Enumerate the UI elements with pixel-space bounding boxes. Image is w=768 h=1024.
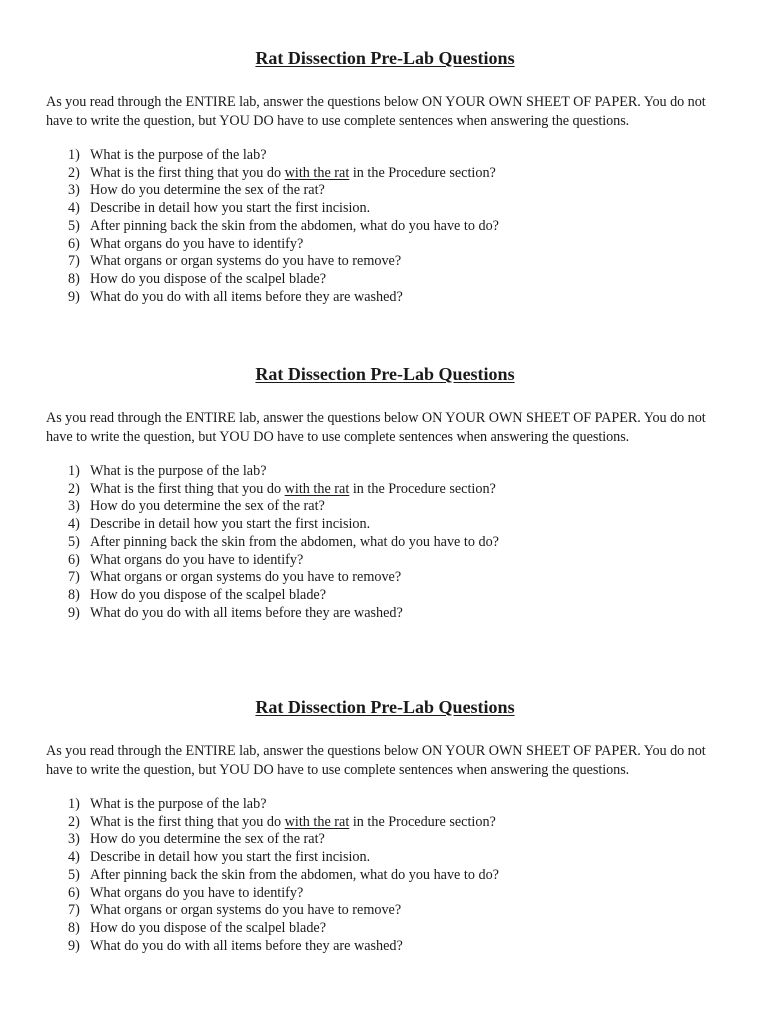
question-number: 7) <box>68 902 80 919</box>
question-number: 2) <box>68 164 80 181</box>
question-text-post: in the Procedure section? <box>349 480 496 497</box>
section-title: Rat Dissection Pre-Lab Questions <box>255 364 515 384</box>
question-text: What organs do you have to identify? <box>90 884 304 901</box>
question-item <box>46 165 499 183</box>
question-text: How do you dispose of the scalpel blade? <box>90 919 327 936</box>
prelab-section-2 <box>0 362 768 621</box>
question-text: How do you determine the sex of the rat? <box>90 831 325 848</box>
question-text: What do you do with all items before they are washed? <box>90 937 403 954</box>
question-item <box>46 481 499 499</box>
question-number: 3) <box>68 498 80 515</box>
question-number: 9) <box>68 937 80 954</box>
question-number: 3) <box>68 182 80 199</box>
question-text: Describe in detail how you start the first incision. <box>90 849 371 866</box>
question-item <box>46 569 499 587</box>
question-text: Describe in detail how you start the first incision. <box>90 516 371 533</box>
question-number: 6) <box>68 551 80 568</box>
question-number: 8) <box>68 919 80 936</box>
question-number: 1) <box>68 796 80 812</box>
question-item <box>46 814 499 832</box>
question-item <box>46 463 499 481</box>
question-text: What is the purpose of the lab? <box>90 796 267 812</box>
question-number: 3) <box>68 831 80 848</box>
question-item <box>46 271 499 289</box>
question-item <box>46 920 499 938</box>
question-text-post: in the Procedure section? <box>349 164 496 181</box>
question-item <box>46 605 499 623</box>
question-number: 8) <box>68 586 80 603</box>
question-number: 2) <box>68 480 80 497</box>
question-text: What organs or organ systems do you have to remove? <box>90 902 402 919</box>
question-item <box>46 516 499 534</box>
question-item <box>46 552 499 570</box>
question-item <box>46 587 499 605</box>
question-number: 6) <box>68 235 80 252</box>
instructions-paragraph: As you read through the ENTIRE lab, answer the questions below ON YOUR OWN SHEET OF PAPER. You do not have to write the question, but YOU DO have to use complete sentences when answering the questions. <box>46 410 706 445</box>
question-text: How do you dispose of the scalpel blade? <box>90 586 327 603</box>
prelab-section-3 <box>0 695 768 954</box>
question-number: 2) <box>68 813 80 830</box>
question-text: What organs or organ systems do you have to remove? <box>90 253 402 270</box>
question-item <box>46 236 499 254</box>
question-text: How do you determine the sex of the rat? <box>90 182 325 199</box>
question-item <box>46 885 499 903</box>
question-text: What is the purpose of the lab? <box>90 463 267 479</box>
question-list <box>46 463 499 622</box>
section-title: Rat Dissection Pre-Lab Questions <box>255 697 515 717</box>
question-text: After pinning back the skin from the abdomen, what do you have to do? <box>90 866 499 883</box>
question-item <box>46 849 499 867</box>
instructions-paragraph: As you read through the ENTIRE lab, answer the questions below ON YOUR OWN SHEET OF PAPER. You do not have to write the question, but YOU DO have to use complete sentences when answering the questions. <box>46 94 706 129</box>
question-text <box>90 814 496 832</box>
question-text: What do you do with all items before they are washed? <box>90 604 403 621</box>
question-item <box>46 902 499 920</box>
question-item <box>46 182 499 200</box>
underlined-phrase: with the rat <box>284 480 350 497</box>
question-number: 5) <box>68 866 80 883</box>
question-text: What is the purpose of the lab? <box>90 147 267 163</box>
question-item <box>46 534 499 552</box>
question-text: What organs do you have to identify? <box>90 551 304 568</box>
question-item <box>46 831 499 849</box>
underlined-phrase: with the rat <box>284 813 350 830</box>
question-list <box>46 796 499 955</box>
question-number: 5) <box>68 533 80 550</box>
question-text: How do you dispose of the scalpel blade? <box>90 270 327 287</box>
question-number: 1) <box>68 147 80 163</box>
question-text: What organs or organ systems do you have to remove? <box>90 569 402 586</box>
question-text: How do you determine the sex of the rat? <box>90 498 325 515</box>
question-number: 9) <box>68 604 80 621</box>
question-item <box>46 938 499 956</box>
question-item <box>46 867 499 885</box>
question-text-pre: What is the first thing that you do <box>90 164 285 181</box>
question-text: Describe in detail how you start the first incision. <box>90 200 371 217</box>
question-number: 8) <box>68 270 80 287</box>
question-number: 9) <box>68 288 80 305</box>
question-number: 4) <box>68 516 80 533</box>
question-item <box>46 253 499 271</box>
section-title: Rat Dissection Pre-Lab Questions <box>255 48 515 68</box>
question-number: 7) <box>68 253 80 270</box>
question-number: 4) <box>68 200 80 217</box>
question-item <box>46 218 499 236</box>
question-text: What organs do you have to identify? <box>90 235 304 252</box>
question-text: What do you do with all items before they are washed? <box>90 288 403 305</box>
question-item <box>46 796 499 814</box>
question-number: 6) <box>68 884 80 901</box>
question-text: After pinning back the skin from the abdomen, what do you have to do? <box>90 533 499 550</box>
question-item <box>46 147 499 165</box>
question-text <box>90 165 496 183</box>
question-item <box>46 498 499 516</box>
question-number: 4) <box>68 849 80 866</box>
instructions-paragraph: As you read through the ENTIRE lab, answer the questions below ON YOUR OWN SHEET OF PAPER. You do not have to write the question, but YOU DO have to use complete sentences when answering the questions. <box>46 743 706 778</box>
question-item <box>46 200 499 218</box>
question-number: 7) <box>68 569 80 586</box>
question-text-pre: What is the first thing that you do <box>90 813 285 830</box>
prelab-section-1 <box>0 46 768 305</box>
question-text-post: in the Procedure section? <box>349 813 496 830</box>
question-list <box>46 147 499 306</box>
question-text: After pinning back the skin from the abdomen, what do you have to do? <box>90 217 499 234</box>
underlined-phrase: with the rat <box>284 164 350 181</box>
question-number: 5) <box>68 217 80 234</box>
question-text-pre: What is the first thing that you do <box>90 480 285 497</box>
question-number: 1) <box>68 463 80 479</box>
question-item <box>46 289 499 307</box>
question-text <box>90 481 496 499</box>
